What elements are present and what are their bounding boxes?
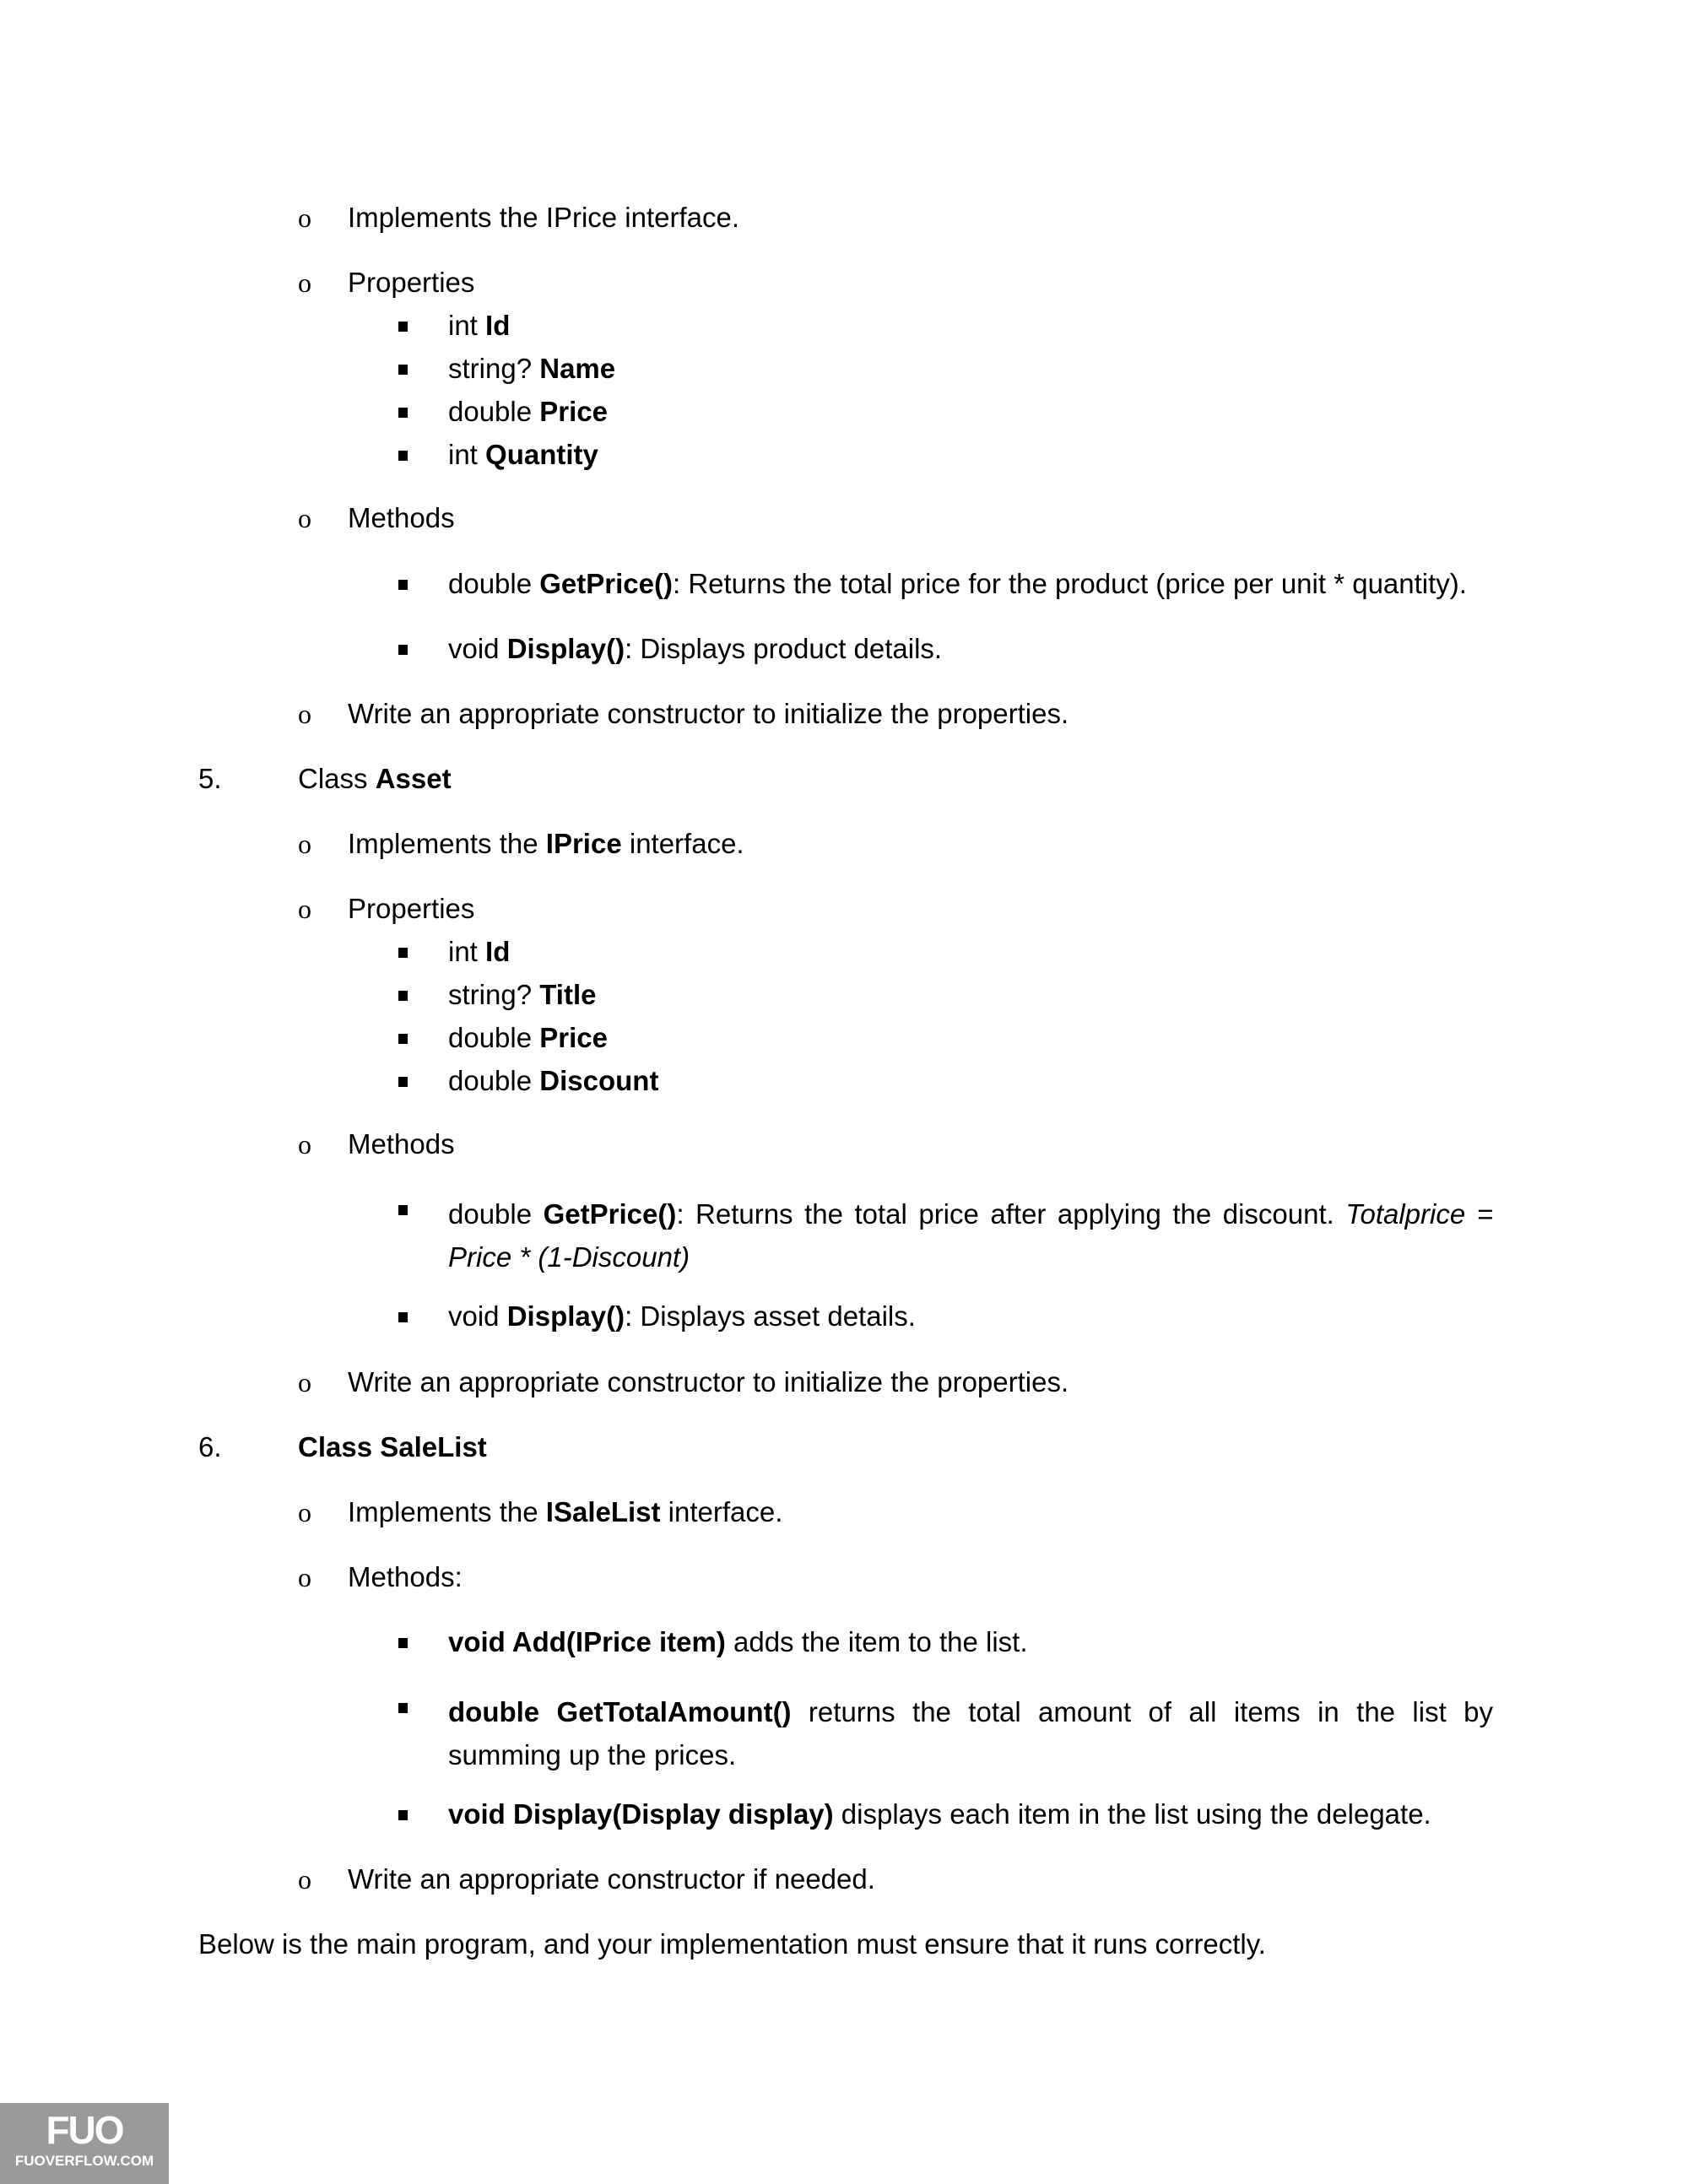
method-item: void Display(): Displays asset details.: [448, 1300, 916, 1332]
property-item: double Price: [448, 1022, 609, 1053]
method-item: double GetPrice(): Returns the total price for the product (price per unit * quantity).: [448, 568, 1467, 599]
square-bullet: [398, 365, 408, 375]
square-bullet: [398, 1205, 408, 1215]
circle-bullet: o: [298, 268, 311, 298]
constructor-line: Write an appropriate constructor to initialize the properties.: [348, 1366, 1069, 1397]
implements-line: Implements the ISaleList interface.: [348, 1496, 783, 1527]
circle-bullet: o: [298, 894, 311, 924]
logo-mark: FUO: [46, 2108, 123, 2152]
square-bullet: [398, 1703, 408, 1713]
property-item: string? Title: [448, 979, 597, 1010]
implements-line: Implements the IPrice interface.: [348, 828, 744, 859]
property-item: int Id: [448, 936, 511, 967]
circle-bullet: o: [298, 1129, 311, 1160]
circle-bullet: o: [298, 1562, 311, 1592]
circle-bullet: o: [298, 1367, 311, 1397]
square-bullet: [398, 991, 408, 1001]
square-bullet: [398, 322, 408, 332]
square-bullet: [398, 408, 408, 418]
method-item: double GetPrice(): Returns the total price after applying the discount. Totalprice = Price * (1-Discount): [448, 1198, 1493, 1273]
closing-paragraph: Below is the main program, and your implementation must ensure that it runs correctly.: [198, 1928, 1266, 1960]
methods-heading: Methods:: [348, 1561, 463, 1592]
properties-heading: Properties: [348, 893, 475, 924]
circle-bullet: o: [298, 699, 311, 729]
square-bullet: [398, 1312, 408, 1322]
methods-heading: Methods: [348, 1128, 455, 1160]
item-number: 6.: [198, 1431, 222, 1462]
property-item: double Price: [448, 396, 609, 427]
circle-bullet: o: [298, 829, 311, 859]
fuoverflow-logo: [0, 2103, 169, 2184]
item-number: 5.: [198, 763, 222, 794]
method-item: void Add(IPrice item) adds the item to the list.: [448, 1626, 1028, 1657]
square-bullet: [398, 948, 408, 958]
circle-bullet: o: [298, 503, 311, 533]
class-heading-asset: Class Asset: [298, 763, 452, 794]
method-item: double GetTotalAmount() returns the total amount of all items in the list by summing up the prices.: [448, 1696, 1493, 1770]
method-item: void Display(): Displays product details.: [448, 633, 943, 664]
constructor-line: Write an appropriate constructor if needed.: [348, 1863, 875, 1895]
property-item: int Quantity: [448, 439, 598, 470]
circle-bullet: o: [298, 203, 311, 233]
methods-heading: Methods: [348, 502, 455, 533]
constructor-line: Write an appropriate constructor to initialize the properties.: [348, 698, 1069, 729]
properties-heading: Properties: [348, 267, 475, 298]
square-bullet: [398, 451, 408, 461]
implements-line: Implements the IPrice interface.: [348, 202, 740, 233]
property-item: int Id: [448, 310, 511, 341]
class-heading-salelist: Class SaleList: [298, 1431, 487, 1462]
property-item: double Discount: [448, 1065, 659, 1096]
square-bullet: [398, 1810, 408, 1820]
square-bullet: [398, 580, 408, 590]
square-bullet: [398, 1638, 408, 1648]
property-item: string? Name: [448, 353, 616, 384]
circle-bullet: o: [298, 1864, 311, 1895]
method-item: void Display(Display display) displays each item in the list using the delegate.: [448, 1798, 1431, 1830]
square-bullet: [398, 1077, 408, 1087]
logo-site: FUOVERFLOW.COM: [14, 2153, 154, 2169]
square-bullet: [398, 1034, 408, 1044]
square-bullet: [398, 645, 408, 655]
circle-bullet: o: [298, 1497, 311, 1527]
